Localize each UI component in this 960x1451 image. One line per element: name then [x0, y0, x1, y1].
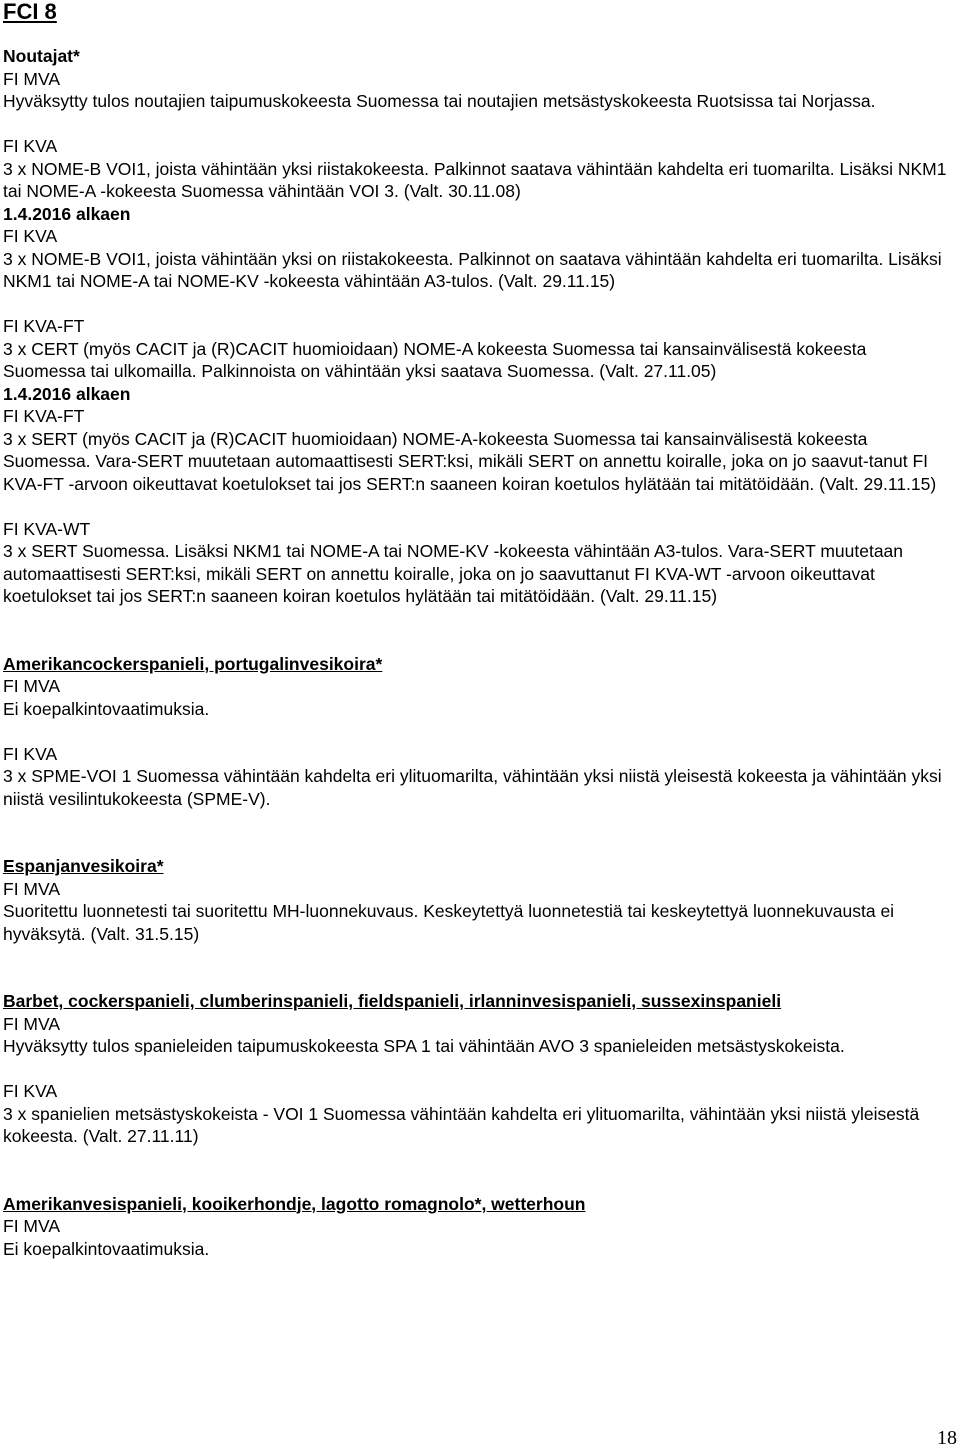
mva-label: FI MVA [3, 676, 61, 696]
mva-text: Hyväksytty tulos spanieleiden taipumuskokeesta SPA 1 tai vähintään AVO 3 spanieleiden metsästyskokeista. [3, 1036, 845, 1056]
mva-label: FI MVA [3, 878, 61, 899]
section-amerikancockerspanieli [3, 653, 953, 811]
mva-label: FI MVA [3, 1013, 61, 1034]
page-number: 18 [937, 1427, 957, 1449]
kva-text: 3 x NOME-B VOI1, joista vähintään yksi riistakokeesta. Palkinnot saatava vähintään kahdelta eri tuomarilta. Lisäksi NKM1 tai NOME-A -kokeesta Suomessa vähintään VOI 3. (Valt. 30.11.08) [3, 158, 947, 201]
kva-label: FI KVA [3, 226, 58, 246]
mva-text: Ei koepalkintovaatimuksia. [3, 1238, 210, 1259]
page-title: FCI 8 [3, 0, 57, 24]
date-note: 1.4.2016 alkaen [3, 383, 131, 404]
kva-wt-label: FI KVA-WT [3, 518, 91, 539]
kva-ft-label: FI KVA-FT [3, 316, 85, 336]
kva-text: 3 x spanielien metsästyskokeista - VOI 1 Suomessa vähintään kahdelta eri ylituomarilta, vähintään yksi niistä yleisestä kokeesta. (Valt. 27.11.11) [3, 1103, 920, 1146]
kva-text: 3 x NOME-B VOI1, joista vähintään yksi on riistakokeesta. Palkinnot on saatava vähintään kahdelta eri tuomarilta. Lisäksi NKM1 tai NOME-A tai NOME-KV -kokeesta vähintään A3-tulos. (Valt. 29.11.15) [3, 248, 942, 291]
mva-label: FI MVA [3, 68, 61, 89]
kva-wt-text: 3 x SERT Suomessa. Lisäksi NKM1 tai NOME-A tai NOME-KV -kokeesta vähintään A3-tulos. Vara-SERT muutetaan automaattisesti SERT:ksi, mikäli SERT on annettu koiralle, joka on jo saavuttanut FI KVA-WT -arvoon oikeuttavat koetulokset tai jos SERT:n saaneen koiran koetulos hylätään tai mitätöidään. (Valt. 29.11.15) [3, 541, 904, 606]
section-espanjanvesikoira [3, 855, 953, 945]
date-note: 1.4.2016 alkaen [3, 203, 131, 224]
kva-text: 3 x SPME-VOI 1 Suomessa vähintään kahdelta eri ylituomarilta, vähintään yksi niistä yleisestä kokeesta ja vähintään yksi niistä vesilintukokeesta (SPME-V). [3, 766, 942, 809]
kva-label: FI KVA [3, 136, 58, 156]
mva-label: FI MVA [3, 1216, 61, 1236]
section-heading: Barbet, cockerspanieli, clumberinspanieli, fieldspanieli, irlanninvesispanieli, sussexinspanieli [3, 991, 782, 1011]
kva-label: FI KVA [3, 743, 58, 764]
section-heading: Espanjanvesikoira* [3, 856, 164, 876]
mva-text: Hyväksytty tulos noutajien taipumuskokeesta Suomessa tai noutajien metsästyskokeesta Ruotsissa tai Norjassa. [3, 91, 876, 111]
mva-text: Ei koepalkintovaatimuksia. [3, 698, 210, 719]
section-amerikanvesispanieli [3, 1193, 953, 1261]
kva-ft-label: FI KVA-FT [3, 406, 85, 426]
kva-ft-text: 3 x CERT (myös CACIT ja (R)CACIT huomioidaan) NOME-A kokeesta Suomessa tai kansainvälisestä kokeesta Suomessa tai ulkomailla. Palkinnoista on vähintään yksi saatava Suomessa. (Valt. 27.11.05) [3, 338, 867, 381]
mva-text: Suoritettu luonnetesti tai suoritettu MH-luonnekuvaus. Keskeytettyä luonnetestiä tai keskeytettyä luonnekuvausta ei hyväksytä. (Valt. 31.5.15) [3, 901, 895, 944]
kva-label: FI KVA [3, 1081, 58, 1101]
section-spanielit [3, 990, 953, 1148]
kva-ft-text: 3 x SERT (myös CACIT ja (R)CACIT huomioidaan) NOME-A-kokeesta Suomessa tai kansainvälisestä kokeesta Suomessa. Vara-SERT muutetaan automaattisesti SERT:ksi, mikäli SERT on annettu koiralle, joka on jo saavut-tanut FI KVA-FT -arvoon oikeuttavat koetulokset tai jos SERT:n saaneen koiran koetulos hylätään tai mitätöidään. (Valt. 29.11.15) [3, 428, 937, 494]
section-heading: Amerikancockerspanieli, portugalinvesikoira* [3, 653, 383, 674]
section-heading: Noutajat* [3, 46, 80, 66]
section-heading: Amerikanvesispanieli, kooikerhondje, lagotto romagnolo*, wetterhoun [3, 1193, 586, 1214]
section-noutajat [3, 45, 953, 608]
document-page [3, 0, 953, 1260]
